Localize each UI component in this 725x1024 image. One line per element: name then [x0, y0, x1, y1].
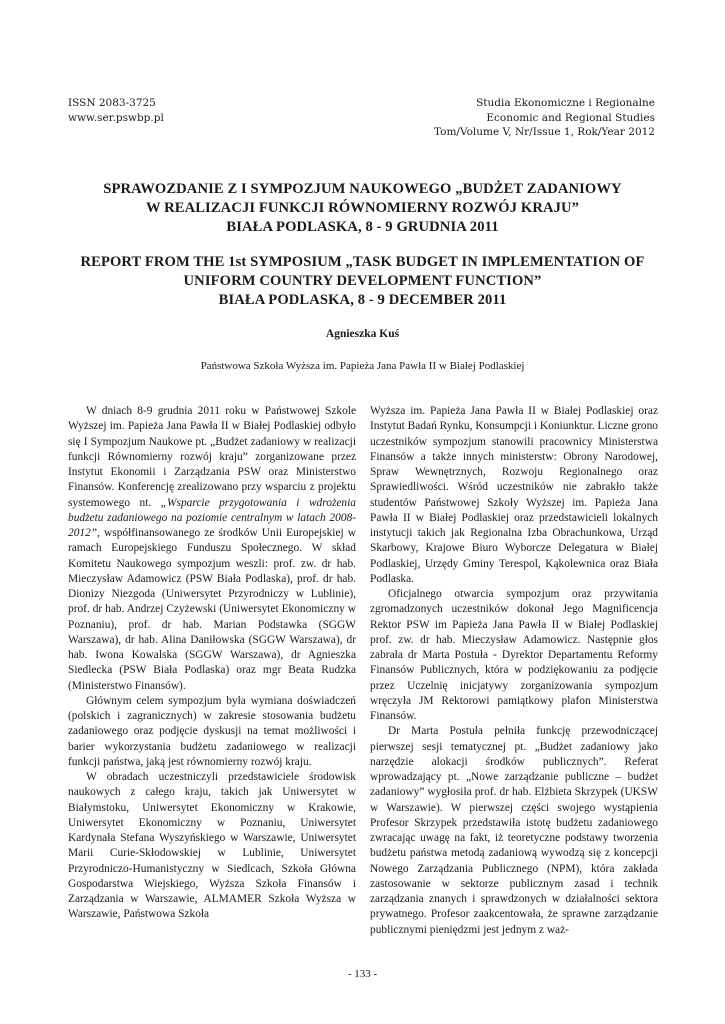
paragraph-text: , współfinansowanego ze środków Unii Europejskiej w ramach Europejskiego Funduszu Społecznego. W skład Komitetu Naukowego sympozjum weszli: prof. zw. dr hab. Mieczysław Adamowicz (PSW Biała Podlaska), prof. dr hab. Dionizy Niezgoda (Uniwersytet Przyrodniczy w Lublinie), prof. dr hab. Andrzej Czyżewski (Uniwersytet Ekonomiczny w Poznaniu), prof. dr hab. Marian Podstawka (SGGW Warszawa), dr hab. Alina Daniłowska (SGGW Warszawa), dr hab. Iwona Kowalska (SGGW Warszawa), dr Agnieszka Siedlecka (PSW Biała Podlaska) oraz mgr Beata Rudzka (Ministerstwo Finansów).: [68, 527, 356, 692]
paragraph: Dr Marta Postuła pełniła funkcję przewodniczącej pierwszej sesji tematycznej pt. „Budżet zadaniowy jako narzędzie alokacji środków publicznych”. Referat wprowadzający pt. „Nowe zarządzanie publiczne – budżet zadaniowy” wygłosiła prof. dr hab. Elżbieta Skrzypek (UKSW w Warszawie). W pierwszej części swojego wystąpienia Profesor Skrzypek przedstawiła istotę budżetu zadaniowego zwracając uwagę na fakt, iż teoretyczne podstawy tworzenia budżetu państwa metodą zadaniową wywodzą się z koncepcji Nowego Zarządzania Publicznego (NPM), która zakłada zastosowanie w sektorze publicznym zasad i technik zarządzania znanych i sprawdzonych w działalności sektora prywatnego. Profesor zaakcentowała, że sprawne zarządzanie publicznymi pieniędzmi jest jednym z waż-: [370, 725, 658, 936]
body-column-left: [68, 404, 356, 923]
title-line: W REALIZACJI FUNKCJI RÓWNOMIERNY ROZWÓJ KRAJU”: [145, 200, 580, 216]
page-number: - 133 -: [347, 968, 378, 980]
body-column-right: [370, 404, 658, 938]
volume-info: Tom/Volume V, Nr/Issue 1, Rok/Year 2012: [433, 126, 655, 138]
journal-name: Studia Ekonomiczne i Regionalne: [476, 97, 655, 109]
title-line: BIAŁA PODLASKA, 8 - 9 GRUDNIA 2011: [226, 219, 499, 235]
author-name: Agnieszka Kuś: [325, 328, 400, 340]
paragraph: Głównym celem sympozjum była wymiana doświadczeń (polskich i zagranicznych) w zakresie stosowania budżetu zadaniowego oraz podjęcie dyskusji na temat możliwości i barier wykorzystania budżetu zadaniowego w realizacji funkcji państwa, jaką jest równomierny rozwój kraju.: [68, 694, 356, 768]
project-title-italic: „Wsparcie przygotowania i wdrożenia budżetu zadaniowego na poziomie centralnym w latach 2008-2012”: [68, 496, 356, 539]
header-right: [434, 96, 655, 140]
paragraph: Oficjalnego otwarcia sympozjum oraz przywitania zgromadzonych uczestników dokonał Jego Magnificencja Rektor PSW im Papieża Jana Pawła II w Białej Podlaskiej prof. zw. dr hab. Mieczysław Adamowicz. Następnie głos zabrała dr Marta Postuła - Dyrektor Departamentu Reformy Finansów Publicznych, która w podziękowaniu za podjęcie przez Uczelnię inicjatywy zorganizowania sympozjum wręczyła JM Rektorowi pamiątkowy plafon Ministerstwa Finansów.: [370, 588, 658, 722]
paragraph-continued: Wyższa im. Papieża Jana Pawła II w Białej Podlaskiej oraz Instytut Badań Rynku, Konsumpcji i Koniunktur. Liczne grono uczestników sympozjum stanowili pracownicy Ministerstwa Finansów a także innych ministerstw: Obrony Narodowej, Spraw Wewnętrznych, Rozwoju Regionalnego oraz Sprawiedliwości. Wśród uczestników nie zabrakło także studentów Państwowej Szkoły Wyższej im. Papieża Jana Pawła II w Białej Podlaskiej oraz przedstawicieli lokalnych instytucji takich jak Regionalna Izba Obrachunkowa, Urząd Skarbowy, Krajowe Biuro Wyborcze Delegatura w Białej Podlaskiej, Urzędy Gminy Terespol, Kąkolewnica oraz Biała Podlaska.: [370, 405, 658, 585]
title-line: BIAŁA PODLASKA, 8 - 9 DECEMBER 2011: [218, 292, 507, 308]
title-line: SPRAWOZDANIE Z I SYMPOZJUM NAUKOWEGO „BUDŻET ZADANIOWY: [103, 181, 622, 197]
paragraph-text: W dniach 8-9 grudnia 2011 roku w Państwowej Szkole Wyższej im. Papieża Jana Pawła II w Białej Podlaskiej odbyło się I Sympozjum Naukowe pt. „Budżet zadaniowy w realizacji funkcji Równomierny rozwój kraju” zorganizowane przez Instytut Ekonomii i Zarządzania PSW oraz Ministerstwo Finansów. Konferencję zrealizowano przy wsparciu z projektu systemowego nt.: [68, 405, 356, 509]
paragraph: [68, 404, 356, 694]
title-line: REPORT FROM THE 1st SYMPOSIUM „TASK BUDGET IN IMPLEMENTATION OF: [80, 254, 645, 270]
title-polish: [60, 180, 665, 237]
paragraph: W obradach uczestniczyli przedstawiciele środowisk naukowych z całego kraju, takich jak Uniwersytet w Białymstoku, Uniwersytet Ekonomiczny w Krakowie, Uniwersytet Ekonomiczny w Poznaniu, Uniwersytet Kardynała Stefana Wyszyńskiego w Warszawie, Uniwersytet Marii Curie-Skłodowskiej w Lublinie, Uniwersytet Przyrodniczo-Humanistyczny w Siedlcach, Szkoła Główna Gospodarstwa Wiejskiego, Wyższa Szkoła Finansów i Zarządzania w Warszawie, ALMAMER Szkoła Wyższa w Warszawie, Państwowa Szkoła: [68, 771, 356, 921]
website-link[interactable]: www.ser.pswbp.pl: [68, 111, 164, 124]
author-affiliation: Państwowa Szkoła Wyższa im. Papieża Jana Pawła II w Białej Podlaskiej: [200, 360, 525, 372]
journal-name-en: Economic and Regional Studies: [486, 111, 655, 124]
title-english: [60, 253, 665, 310]
header-left: [68, 96, 164, 125]
title-line: UNIFORM COUNTRY DEVELOPMENT FUNCTION”: [183, 273, 542, 289]
issn: ISSN 2083-3725: [68, 97, 156, 109]
